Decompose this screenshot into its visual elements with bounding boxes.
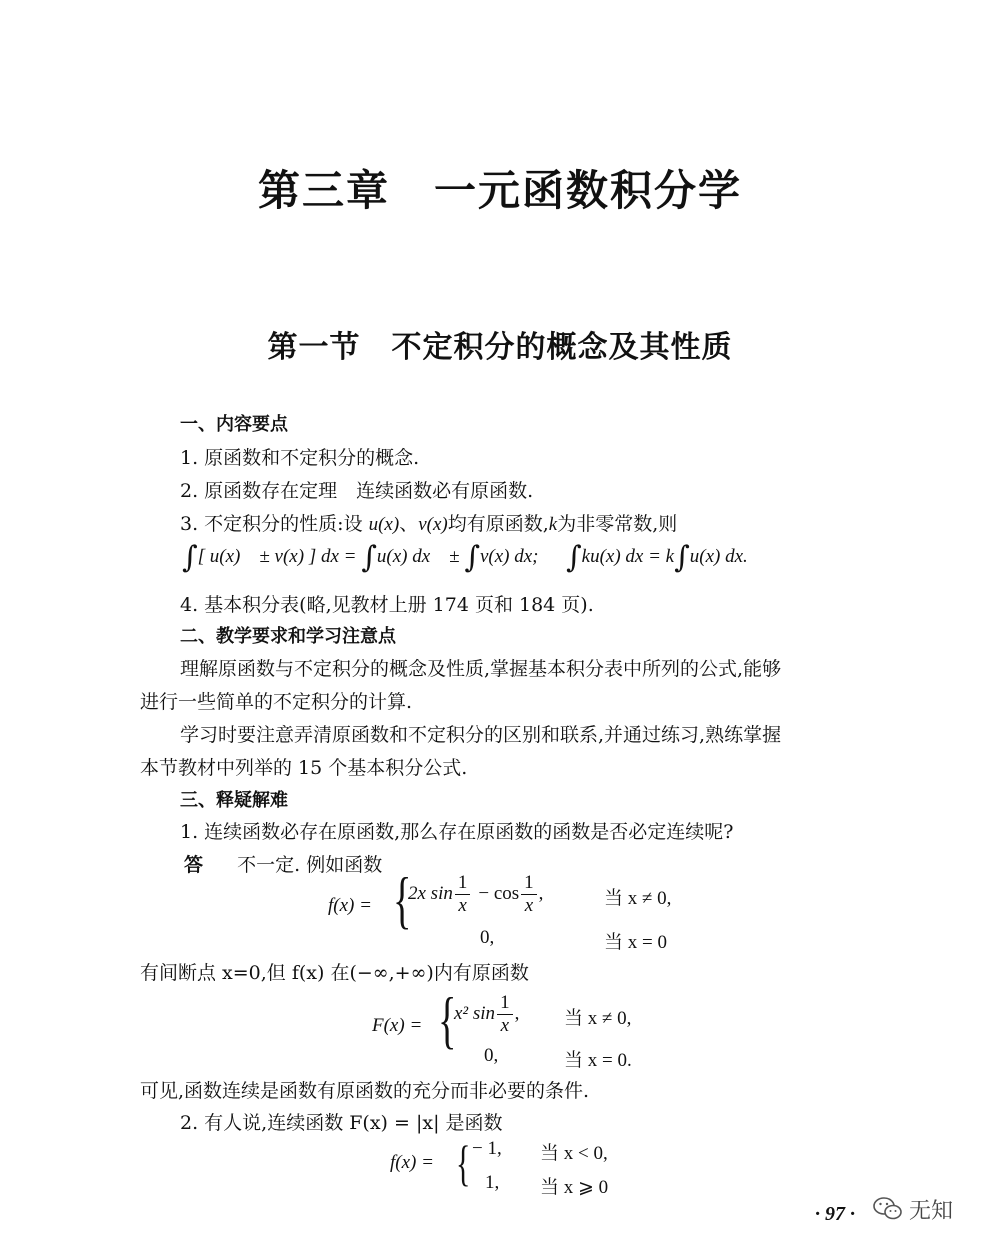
part2-heading: 二、教学要求和学习注意点 — [180, 626, 396, 647]
formula-d: ku(x) dx = k — [581, 546, 675, 567]
F-case2: 0, — [484, 1045, 499, 1066]
conclusion-line: 可见,函数连续是函数有原函数的充分而非必要的条件. — [140, 1080, 590, 1102]
left-brace: { — [456, 1135, 471, 1191]
F-lhs: F(x) = — [372, 1015, 423, 1036]
item3-prefix: 3. 不定积分的性质:设 — [180, 513, 369, 535]
integral-formula — [182, 540, 748, 575]
item3-u: u(x) — [368, 514, 400, 535]
part1-item2: 2. 原函数存在定理 连续函数必有原函数. — [180, 480, 534, 502]
fraction-den: x — [524, 894, 534, 916]
part1-item4: 4. 基本积分表(略,见教材上册 174 页和 184 页). — [180, 594, 594, 616]
answer-label: 答 — [184, 854, 204, 876]
item3-sep: 、 — [399, 513, 419, 535]
fraction-num: 1 — [521, 872, 537, 895]
integral-sign: ∫ — [182, 540, 198, 575]
item3-v: v(x) — [418, 514, 448, 535]
fraction-den: x — [500, 1014, 510, 1036]
g-case1: − 1, — [472, 1138, 502, 1159]
formula-a: [ u(x) ± v(x) ] dx = — [197, 546, 357, 567]
f-case1-b: − cos — [478, 883, 520, 905]
fraction — [521, 872, 537, 917]
g-case2: 1, — [485, 1172, 500, 1193]
part2-p1-line2: 进行一些简单的不定积分的计算. — [140, 691, 413, 713]
chapter-title: 第三章 一元函数积分学 — [257, 166, 742, 215]
question-2: 2. 有人说,连续函数 F(x) = |x| 是函数 — [180, 1112, 503, 1134]
f-case2: 0, — [480, 927, 495, 948]
fraction-num: 1 — [455, 872, 471, 895]
item3-k: k — [548, 514, 558, 535]
f-case1-a: 2x sin — [408, 883, 453, 905]
part2-p1-line1: 理解原函数与不定积分的概念及性质,掌握基本积分表中所列的公式,能够 — [180, 658, 782, 680]
f-case2-cond: 当 x = 0 — [604, 932, 667, 953]
f-case1-cond: 当 x ≠ 0, — [604, 888, 672, 909]
integral-sign: ∫ — [464, 540, 480, 575]
wechat-icon — [873, 1196, 903, 1222]
part1-heading: 一、内容要点 — [180, 414, 288, 435]
F-case1-a: x² sin — [454, 1003, 496, 1025]
left-brace: { — [393, 864, 412, 935]
watermark — [873, 1192, 978, 1226]
g-case2-cond: 当 x ⩾ 0 — [540, 1177, 609, 1198]
fraction-den: x — [458, 894, 467, 916]
F-case2-cond: 当 x = 0. — [564, 1050, 632, 1071]
item3-mid: 均有原函数, — [447, 513, 549, 535]
F-case1-cond: 当 x ≠ 0, — [564, 1008, 632, 1029]
answer-text: 不一定. 例如函数 — [237, 854, 383, 876]
formula-b: u(x) dx ± — [376, 546, 460, 567]
integral-sign: ∫ — [674, 540, 690, 575]
f-case1: 2x sin $\frac{1}{x}$ − cos $\frac{1}{x}$ , — [408, 872, 544, 916]
integral-sign: ∫ — [361, 540, 377, 575]
section-title: 第一节 不定积分的概念及其性质 — [267, 330, 733, 365]
formula-e: u(x) dx. — [689, 546, 748, 567]
part2-p2-line1: 学习时要注意弄清原函数和不定积分的区别和联系,并通过练习,熟练掌握 — [180, 724, 782, 746]
page-number: · 97 · — [815, 1203, 855, 1225]
f-lhs: f(x) = — [328, 895, 372, 916]
g-case1-cond: 当 x < 0, — [540, 1143, 608, 1164]
answer-1 — [184, 850, 382, 877]
question-1: 1. 连续函数必存在原函数,那么存在原函数的函数是否必定连续呢? — [180, 821, 734, 843]
integral-sign: ∫ — [566, 540, 582, 575]
part1-item1: 1. 原函数和不定积分的概念. — [180, 447, 420, 469]
part2-p2-line2: 本节教材中列举的 15 个基本积分公式. — [140, 757, 468, 779]
part3-heading: 三、释疑解难 — [180, 790, 288, 811]
discontinuity-line: 有间断点 x=0,但 f(x) 在(−∞,+∞)内有原函数 — [140, 962, 529, 984]
fraction — [455, 872, 471, 917]
formula-c: v(x) dx; — [479, 546, 539, 567]
item3-suffix: 为非零常数,则 — [557, 513, 678, 535]
fraction — [497, 992, 513, 1037]
left-brace: { — [438, 984, 457, 1055]
g-lhs: f(x) = — [390, 1152, 434, 1173]
fraction-num: 1 — [497, 992, 513, 1015]
F-case1: x² sin $\frac{1}{x}$ , — [454, 992, 520, 1036]
watermark-text: 无知 — [909, 1198, 954, 1224]
part1-item3 — [180, 509, 677, 536]
